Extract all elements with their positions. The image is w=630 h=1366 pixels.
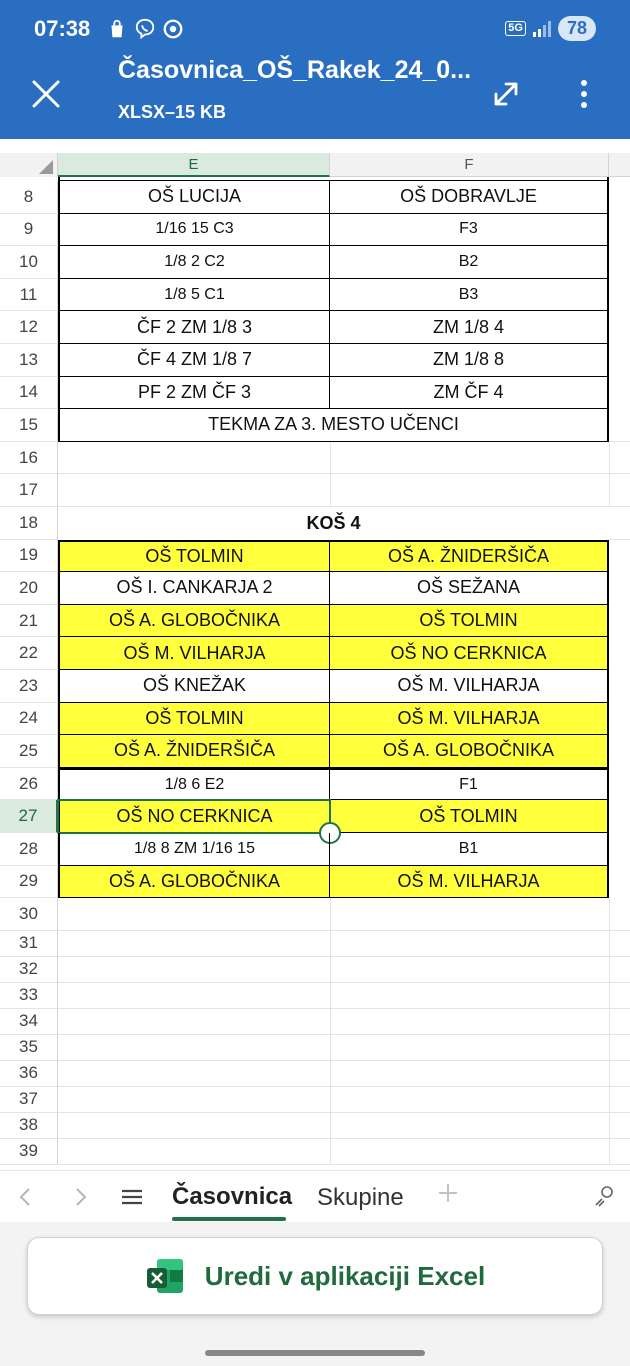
cell-e[interactable]: OŠ A. GLOBOČNIKA <box>58 866 330 899</box>
cell-e[interactable]: PF 2 ZM ČF 3 <box>58 377 330 410</box>
column-header-f[interactable]: F <box>330 153 609 177</box>
active-tab-indicator <box>172 1217 286 1221</box>
row-header[interactable]: 8 <box>0 181 58 214</box>
cell-e[interactable]: OŠ TOLMIN <box>58 703 330 736</box>
row-header[interactable]: 30 <box>0 898 58 931</box>
empty-row-cells[interactable] <box>58 1061 630 1087</box>
cell-f[interactable]: OŠ DOBRAVLJE <box>330 181 609 214</box>
table-row <box>0 637 630 670</box>
open-in-excel-button[interactable] <box>27 1237 603 1315</box>
cell-f[interactable]: B2 <box>330 246 609 279</box>
bottom-panel <box>0 1222 630 1366</box>
column-headers <box>0 153 630 177</box>
status-time: 07:38 <box>34 16 91 41</box>
empty-row-cells[interactable] <box>58 1139 630 1165</box>
empty-row-cells[interactable] <box>58 957 630 983</box>
row-header[interactable]: 21 <box>0 605 58 638</box>
empty-row-cells[interactable] <box>58 474 630 507</box>
shopping-bag-icon <box>106 18 128 40</box>
table-row <box>0 833 630 866</box>
spreadsheet-grid[interactable] <box>0 139 630 1170</box>
row-header[interactable]: 23 <box>0 670 58 703</box>
cell-e[interactable]: OŠ LUCIJA <box>58 181 330 214</box>
table-row <box>0 214 630 247</box>
sheet-list-menu-icon[interactable] <box>118 1183 146 1211</box>
table-row <box>0 1139 630 1165</box>
cell-e[interactable]: ČF 4 ZM 1/8 7 <box>58 344 330 377</box>
cell-f[interactable]: OŠ NO CERKNICA <box>330 637 609 670</box>
table-row <box>0 735 630 768</box>
excel-logo-icon <box>145 1256 185 1296</box>
empty-gridline <box>609 507 630 540</box>
cell-f[interactable]: OŠ M. VILHARJA <box>330 670 609 703</box>
cell-f[interactable]: OŠ A. GLOBOČNIKA <box>330 735 609 768</box>
more-options-icon[interactable] <box>572 76 596 112</box>
cell-e[interactable]: OŠ A. GLOBOČNIKA <box>58 605 330 638</box>
row-header[interactable]: 16 <box>0 442 58 475</box>
cell-e[interactable]: OŠ TOLMIN <box>58 540 330 573</box>
table-row <box>0 983 630 1009</box>
empty-row-cells[interactable] <box>58 983 630 1009</box>
table-row <box>0 605 630 638</box>
cell-e[interactable]: 1/8 5 C1 <box>58 279 330 312</box>
table-row <box>0 1113 630 1139</box>
table-row <box>0 344 630 377</box>
row-header[interactable]: 26 <box>0 768 58 801</box>
row-header[interactable]: 9 <box>0 214 58 247</box>
battery-indicator: 78 <box>558 16 596 41</box>
table-row <box>0 703 630 736</box>
table-row <box>0 768 630 801</box>
cell-f[interactable]: B1 <box>330 833 609 866</box>
cell-e[interactable]: OŠ I. CANKARJA 2 <box>58 572 330 605</box>
cell-e[interactable]: OŠ M. VILHARJA <box>58 637 330 670</box>
table-row <box>0 1035 630 1061</box>
status-notification-icons <box>106 18 184 40</box>
row-header[interactable]: 20 <box>0 572 58 605</box>
expand-icon[interactable] <box>490 78 522 110</box>
row-header[interactable]: 39 <box>0 1139 58 1165</box>
empty-row-cells[interactable] <box>58 442 630 475</box>
column-header-e[interactable]: E <box>58 153 330 177</box>
table-row <box>0 898 630 931</box>
chrome-icon <box>162 18 184 40</box>
document-subtitle: XLSX–15 KB <box>118 102 227 122</box>
table-row <box>0 474 630 507</box>
cell-f[interactable]: ZM 1/8 8 <box>330 344 609 377</box>
table-row <box>0 540 630 573</box>
cell-f[interactable]: OŠ M. VILHARJA <box>330 866 609 899</box>
row-header[interactable]: 24 <box>0 703 58 736</box>
cell-e[interactable]: 1/16 15 C3 <box>58 214 330 247</box>
close-icon[interactable] <box>30 78 62 110</box>
row-header[interactable]: 35 <box>0 1035 58 1061</box>
app-header <box>0 0 630 139</box>
sheet-tab-casovnica[interactable]: Časovnica <box>172 1183 293 1210</box>
table-row <box>0 311 630 344</box>
open-in-excel-label: Uredi v aplikaciji Excel <box>204 1260 486 1291</box>
table-row <box>0 1061 630 1087</box>
network-5g-icon: 5G <box>505 21 526 36</box>
row-header[interactable]: 10 <box>0 246 58 279</box>
row-header[interactable]: 11 <box>0 279 58 312</box>
chevron-right-icon[interactable] <box>66 1183 94 1211</box>
row-header[interactable]: 17 <box>0 474 58 507</box>
home-indicator[interactable] <box>205 1350 425 1356</box>
sheet-tab-skupine[interactable]: Skupine <box>317 1184 404 1211</box>
row-header[interactable]: 12 <box>0 311 58 344</box>
row-header[interactable]: 27 <box>0 800 58 833</box>
cell-e[interactable]: OŠ NO CERKNICA <box>58 800 330 833</box>
empty-row-cells[interactable] <box>58 1113 630 1139</box>
document-title: Časovnica_OŠ_Rakek_24_0... <box>118 56 472 84</box>
row-header[interactable]: 36 <box>0 1061 58 1087</box>
cell-f[interactable]: OŠ A. ŽNIDERŠIČA <box>330 540 609 573</box>
cell-f[interactable]: F1 <box>330 768 609 801</box>
table-row <box>0 1009 630 1035</box>
cell-f[interactable]: F3 <box>330 214 609 247</box>
chevron-left-icon[interactable] <box>12 1183 40 1211</box>
select-all-corner[interactable] <box>0 153 58 177</box>
row-header[interactable]: 38 <box>0 1113 58 1139</box>
merged-cell[interactable]: TEKMA ZA 3. MESTO UČENCI <box>58 409 609 442</box>
table-row <box>0 279 630 312</box>
row-header[interactable]: 33 <box>0 983 58 1009</box>
row-header[interactable]: 29 <box>0 866 58 899</box>
row-header[interactable]: 22 <box>0 637 58 670</box>
row-header[interactable]: 34 <box>0 1009 58 1035</box>
table-row <box>0 800 630 833</box>
row-header[interactable]: 14 <box>0 377 58 410</box>
cell-f[interactable]: OŠ SEŽANA <box>330 572 609 605</box>
empty-row-cells[interactable] <box>58 1087 630 1113</box>
row-header[interactable]: 18 <box>0 507 58 540</box>
empty-row-cells[interactable] <box>58 1009 630 1035</box>
empty-gridline <box>609 409 630 442</box>
empty-row-cells[interactable] <box>58 931 630 957</box>
add-sheet-icon[interactable] <box>436 1181 460 1205</box>
table-row <box>0 957 630 983</box>
table-row <box>0 572 630 605</box>
table-row <box>0 409 630 442</box>
sheet-tab-bar <box>0 1170 630 1222</box>
cell-e[interactable]: OŠ KNEŽAK <box>58 670 330 703</box>
table-row <box>0 377 630 410</box>
row-header[interactable]: 37 <box>0 1087 58 1113</box>
table-row <box>0 670 630 703</box>
row-header[interactable]: 28 <box>0 833 58 866</box>
cell-f[interactable]: B3 <box>330 279 609 312</box>
row-header[interactable]: 32 <box>0 957 58 983</box>
row-header[interactable]: 13 <box>0 344 58 377</box>
status-system-icons <box>505 16 596 41</box>
table-row <box>0 246 630 279</box>
signal-icon <box>532 20 552 38</box>
row-header[interactable]: 19 <box>0 540 58 573</box>
table-row <box>0 442 630 475</box>
section-heading-cell[interactable]: KOŠ 4 <box>306 512 361 533</box>
empty-row-cells[interactable] <box>58 1035 630 1061</box>
format-brush-icon[interactable] <box>592 1185 616 1209</box>
cell-e[interactable]: 1/8 2 C2 <box>58 246 330 279</box>
cell-f[interactable]: OŠ TOLMIN <box>330 605 609 638</box>
viber-icon <box>134 18 156 40</box>
table-row <box>0 181 630 214</box>
cell-f[interactable]: ZM ČF 4 <box>330 377 609 410</box>
table-row <box>0 931 630 957</box>
cell-f[interactable]: OŠ TOLMIN <box>330 800 609 833</box>
cell-f[interactable]: OŠ M. VILHARJA <box>330 703 609 736</box>
table-row <box>0 1087 630 1113</box>
cell-f[interactable]: ZM 1/8 4 <box>330 311 609 344</box>
status-bar <box>0 0 630 58</box>
table-row <box>0 507 630 540</box>
row-header[interactable]: 25 <box>0 735 58 768</box>
cell-e[interactable]: 1/8 8 ZM 1/16 15 <box>58 833 330 866</box>
table-row <box>0 866 630 899</box>
row-header[interactable]: 31 <box>0 931 58 957</box>
cell-e[interactable]: ČF 2 ZM 1/8 3 <box>58 311 330 344</box>
empty-row-cells[interactable] <box>58 898 630 931</box>
cell-e[interactable]: OŠ A. ŽNIDERŠIČA <box>58 735 330 768</box>
row-header[interactable]: 15 <box>0 409 58 442</box>
cell-e[interactable]: 1/8 6 E2 <box>58 768 330 801</box>
